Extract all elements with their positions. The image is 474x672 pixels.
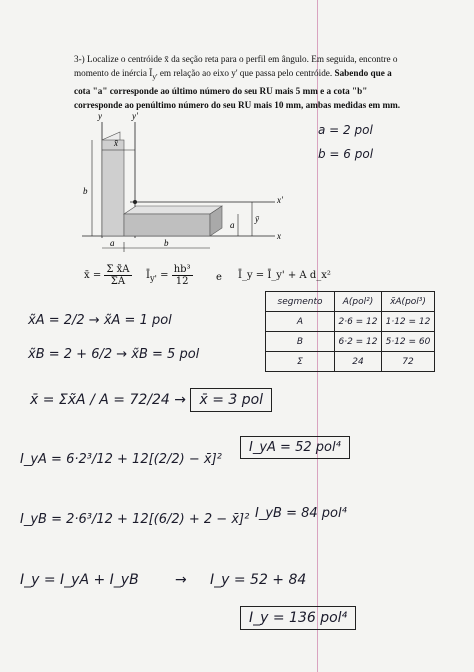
iyb-result: I_yB = 84 pol⁴ (255, 506, 347, 521)
table-header-moment: x̃A(pol³) (382, 292, 435, 312)
problem-statement (74, 52, 424, 112)
table-row: Σ 24 72 (266, 352, 435, 372)
segment-table (265, 291, 435, 372)
xb-computation: x̃B = 2 + 6/2 → x̃B = 5 pol (28, 347, 200, 362)
y-axis-label: y (98, 111, 102, 121)
xprime-axis-label: x' (277, 195, 283, 205)
a-bottom-label: a (110, 238, 115, 248)
iya-computation: I_yA = 6·2³/12 + 12[(2/2) − x̄]² (20, 452, 222, 467)
table-header-area: A(pol²) (335, 292, 382, 312)
xbar-result-box: x̄ = 3 pol (190, 388, 272, 412)
b-bottom-label: b (164, 238, 169, 248)
iy-final-box: I_y = 136 pol⁴ (240, 606, 356, 630)
x-axis-label: x (277, 231, 281, 241)
parallel-axis-formula: Ī_y = Ī_y' + A d_x² (238, 270, 331, 281)
table-row: B 6·2 = 12 5·12 = 60 (266, 332, 435, 352)
iy-sum-values: I_y = 52 + 84 (210, 572, 307, 588)
iya-result-box: I_yA = 52 pol⁴ (240, 436, 350, 459)
yprime-axis-label: y' (132, 111, 138, 121)
table-row: A 2·6 = 12 1·12 = 12 (266, 312, 435, 332)
problem-line-3: cota "a" corresponde ao último número do seu RU mais 5 mm e a cota "b" (74, 85, 368, 96)
b-vertical-label: b (83, 186, 88, 196)
given-a: a = 2 pol (318, 123, 373, 137)
given-b: b = 6 pol (318, 147, 374, 161)
table-header-segmento: segmento (266, 292, 335, 312)
problem-line-4: corresponde ao penúltimo número do seu RU mais 10 mm, ambas medidas em mm. (74, 99, 401, 110)
centroid-formula: x̄ = $\frac{\text{Σ x̃A}}{\Sigma A}$ (84, 264, 130, 287)
problem-line-1: 3-) Localize o centróide x̄ da seção reta para o perfil em ângulo. Em seguida, encontre o (74, 54, 398, 64)
xbar-computation: x̄ = Σx̃A / A = 72/24 → x̄ = 3 pol (30, 392, 272, 408)
inertia-formula: $Ī_{y'}$ = $\frac{\text{hb³}}{12}$ (146, 264, 191, 287)
a-vertical-label: a (230, 220, 235, 230)
xbar-dimension-label: x̄ (114, 138, 118, 148)
angle-section-figure (70, 110, 295, 270)
iy-sum-expression: I_y = I_yA + I_yB (20, 572, 139, 588)
and-word: e (216, 272, 222, 283)
iyb-computation: I_yB = 2·6³/12 + 12[(6/2) + 2 − x̄]² (20, 512, 250, 527)
iy-arrow: → (175, 572, 187, 588)
problem-line-2: momento de inércia $Ī_{y'}$ em relação ao eixo y' que passa pelo centróide. Sabendo que a (74, 68, 392, 81)
xa-computation: x̃A = 2/2 → x̃A = 1 pol (28, 313, 172, 328)
ybar-label: ȳ (255, 214, 259, 224)
